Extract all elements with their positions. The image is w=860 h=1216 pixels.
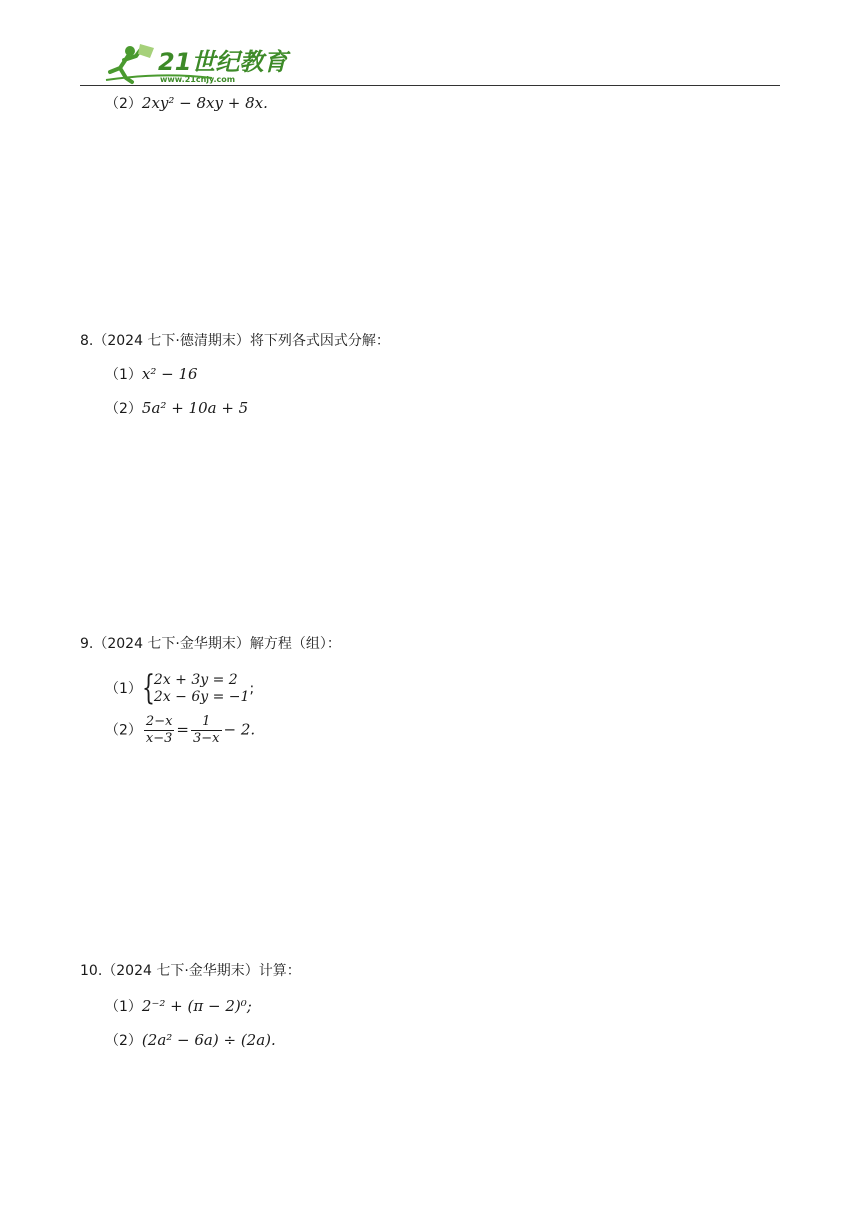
q7-part2-label: （2） xyxy=(105,96,142,112)
q10-part2-expression: (2a² − 6a) ÷ (2a). xyxy=(141,1031,276,1049)
q7-part2 xyxy=(105,93,268,114)
q9-stem: 9.（2024 七下·金华期末）解方程（组）： xyxy=(80,636,341,652)
equation-1: 2x + 3y = 2 xyxy=(153,672,238,688)
fraction-1 xyxy=(144,714,175,747)
q9-part2-label: （2） xyxy=(105,722,142,739)
q9-part1-label: （1） xyxy=(105,681,142,697)
left-brace: { xyxy=(141,668,155,708)
q10-part1-label: （1） xyxy=(105,999,142,1015)
equals-sign: = xyxy=(176,720,189,739)
q9-part1-end: ; xyxy=(249,681,255,697)
q10-part2-label: （2） xyxy=(105,1033,142,1049)
logo-text: 21世纪教育 xyxy=(158,48,288,76)
q10-stem: 10.（2024 七下·金华期末）计算： xyxy=(80,963,301,979)
q8-part2 xyxy=(105,398,248,419)
fraction-1-denominator: x−3 xyxy=(145,731,173,746)
q8-part1 xyxy=(105,364,198,385)
page-header xyxy=(80,40,780,86)
q8-part1-expression: x² − 16 xyxy=(141,365,198,383)
q10-part1 xyxy=(105,996,252,1017)
q9-part1 xyxy=(105,668,255,708)
fraction-1-numerator: 2−x xyxy=(145,714,173,729)
fraction-2 xyxy=(191,714,222,747)
site-logo xyxy=(102,42,288,84)
q9-part2-tail: − 2. xyxy=(223,720,256,739)
q8-part2-label: （2） xyxy=(105,401,142,417)
equation-system xyxy=(141,668,250,708)
q8-stem: 8.（2024 七下·德清期末）将下列各式因式分解： xyxy=(80,333,390,349)
q9-part2 xyxy=(105,714,255,747)
q7-part2-expression: 2xy² − 8xy + 8x. xyxy=(141,94,268,112)
q10-part1-expression: 2⁻² + (π − 2)⁰; xyxy=(141,997,252,1015)
q8-part2-expression: 5a² + 10a + 5 xyxy=(141,399,249,417)
fraction-2-numerator: 1 xyxy=(191,714,222,731)
logo-url: www.21cnjy.com xyxy=(160,75,236,84)
q10-part2 xyxy=(105,1030,276,1051)
q8-part1-label: （1） xyxy=(105,367,142,383)
equation-2: 2x − 6y = −1 xyxy=(153,689,250,705)
fraction-2-denominator: 3−x xyxy=(193,731,220,746)
header-rule xyxy=(80,85,780,86)
